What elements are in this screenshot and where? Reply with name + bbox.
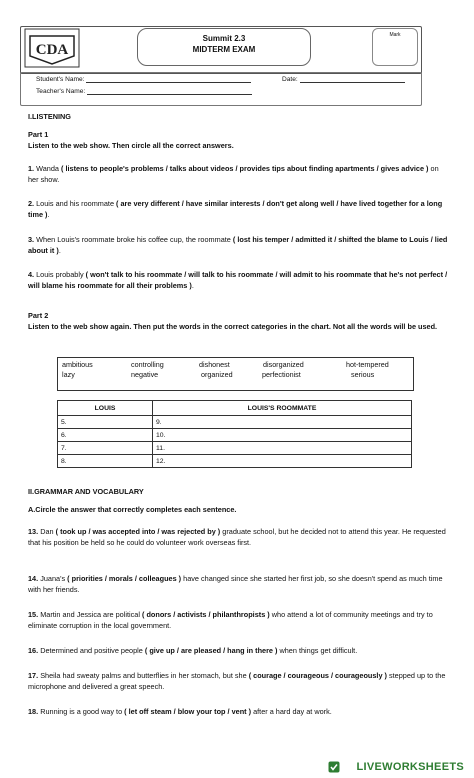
- word-bank-item: dishonest: [199, 360, 230, 369]
- word-bank-item: organized: [201, 370, 233, 379]
- word-bank-item: perfectionist: [262, 370, 301, 379]
- q1-options[interactable]: ( listens to people's problems / talks about videos / provides tips about finding apartments / gives advice ): [61, 164, 429, 173]
- question-15: [28, 610, 448, 631]
- q1-end: on her show.: [28, 164, 439, 184]
- q16-options[interactable]: ( give up / are pleased / hang in there ): [144, 646, 278, 655]
- school-logo: [24, 28, 80, 68]
- word-bank-item: lazy: [62, 370, 75, 379]
- question-2: [28, 199, 448, 220]
- word-bank-item: hot-tempered: [346, 360, 389, 369]
- q16-number: 16.: [28, 646, 39, 655]
- question-3: [28, 235, 448, 256]
- q17-end: stepped up to the microphone and delivered a great speech.: [28, 671, 446, 691]
- liveworksheets-brand[interactable]: LIVEWORKSHEETS: [356, 761, 464, 773]
- q15-options[interactable]: ( donors / activists / philanthropists ): [142, 610, 270, 619]
- question-13: [28, 527, 448, 548]
- q4-stem: Louis probably: [36, 270, 84, 279]
- q4-end: .: [191, 280, 194, 290]
- exam-title-box: [137, 28, 311, 66]
- chart-header-louis: LOUIS: [58, 401, 153, 416]
- listening-heading: I.LISTENING: [28, 112, 71, 121]
- question-1: [28, 164, 448, 185]
- question-4: [28, 270, 448, 291]
- q3-options[interactable]: ( lost his temper / admitted it / shifted the blame to Louis / lied about it ): [28, 235, 448, 255]
- chart-header-roommate: LOUIS'S ROOMMATE: [153, 401, 412, 416]
- q16-stem: Determined and positive people: [40, 646, 143, 655]
- q18-options[interactable]: ( let off steam / blow your top / vent ): [124, 707, 252, 716]
- footer: [0, 757, 474, 778]
- q4-number: 4.: [28, 270, 35, 279]
- answer-cell[interactable]: 12.: [153, 455, 412, 468]
- question-17: [28, 671, 448, 692]
- q14-end: have changed since she started her first job, so she doesn't spend as much time with her friends.: [28, 574, 443, 594]
- answer-cell[interactable]: 10.: [153, 429, 412, 442]
- category-chart: [57, 400, 412, 468]
- q17-stem: Sheila had sweaty palms and butterflies in her stomach, but she: [40, 671, 247, 680]
- answer-cell[interactable]: 9.: [153, 416, 412, 429]
- exam-title-line2: MIDTERM EXAM: [192, 45, 256, 54]
- part2-heading: Part 2: [28, 311, 49, 320]
- answer-cell[interactable]: 11.: [153, 442, 412, 455]
- mark-label: Mark: [389, 32, 401, 38]
- exam-title-line1: Summit 2.3: [202, 34, 246, 43]
- q3-end: .: [58, 245, 61, 255]
- teacher-name-field[interactable]: [87, 87, 252, 95]
- question-18: [28, 707, 448, 718]
- word-bank-item: negative: [131, 370, 159, 379]
- q14-number: 14.: [28, 574, 39, 583]
- question-14: [28, 574, 448, 595]
- q16-end: when things get difficult.: [279, 646, 358, 655]
- q2-number: 2.: [28, 199, 35, 208]
- svg-text:CDA: CDA: [35, 42, 69, 58]
- answer-cell[interactable]: 8.: [58, 455, 153, 468]
- answer-cell[interactable]: 6.: [58, 429, 153, 442]
- part1-instructions: Listen to the web show. Then circle all the correct answers.: [28, 141, 234, 150]
- q17-options[interactable]: ( courage / courageous / courageously ): [248, 671, 387, 680]
- answer-cell[interactable]: 5.: [58, 416, 153, 429]
- answer-cell[interactable]: 7.: [58, 442, 153, 455]
- q14-stem: Juana's: [40, 574, 66, 583]
- part2-instructions: Listen to the web show again. Then put the words in the correct categories in the chart. Not all the words will be used.: [28, 322, 438, 331]
- q2-stem: Louis and his roommate: [36, 199, 115, 208]
- q3-stem: When Louis's roommate broke his coffee cup, the roommate: [36, 235, 231, 244]
- q18-stem: Running is a good way to: [40, 707, 123, 716]
- q13-number: 13.: [28, 527, 39, 536]
- word-bank-item: disorganized: [263, 360, 304, 369]
- q14-options[interactable]: ( priorities / morals / colleagues ): [67, 574, 182, 583]
- date-row: [282, 75, 405, 83]
- q15-stem: Martin and Jessica are political: [40, 610, 140, 619]
- grammar-instructions: A.Circle the answer that correctly completes each sentence.: [28, 505, 237, 514]
- q2-end: .: [47, 209, 50, 219]
- q13-end: graduate school, but he decided not to attend this year. He requested that his position be held so he could do volunteer work overseas first.: [28, 527, 446, 547]
- word-bank-item: controlling: [131, 360, 164, 369]
- question-16: [28, 646, 448, 657]
- q2-options[interactable]: ( are very different / have similar interests / don't get along well / have lived together for a long time ): [28, 199, 443, 219]
- q18-end: after a hard day at work.: [253, 707, 332, 716]
- student-name-row: [36, 75, 251, 83]
- q4-options[interactable]: ( won't talk to his roommate / will talk to his roommate / will admit to his roommate that he's not perfect / will blame his roommate for all their problems ): [28, 270, 448, 290]
- q3-number: 3.: [28, 235, 35, 244]
- grammar-heading: II.GRAMMAR AND VOCABULARY: [28, 487, 144, 496]
- word-bank-item: serious: [351, 370, 375, 379]
- liveworksheets-logo-icon: [328, 761, 340, 773]
- table-row: [58, 429, 412, 442]
- teacher-name-row: [36, 87, 252, 95]
- q13-options[interactable]: ( took up / was accepted into / was rejected by ): [55, 527, 221, 536]
- student-name-field[interactable]: [86, 75, 251, 83]
- date-label: Date:: [282, 76, 298, 83]
- q1-number: 1.: [28, 164, 35, 173]
- q15-end: who attend a lot of community meetings and try to eliminate corruption in the local government.: [28, 610, 433, 630]
- q18-number: 18.: [28, 707, 39, 716]
- chart-header-row: [58, 401, 412, 416]
- q1-stem: Wanda: [36, 164, 59, 173]
- date-field[interactable]: [300, 75, 405, 83]
- student-name-label: Student's Name:: [36, 76, 85, 83]
- table-row: [58, 442, 412, 455]
- mark-box[interactable]: [372, 28, 418, 66]
- word-bank-item: ambitious: [62, 360, 93, 369]
- q17-number: 17.: [28, 671, 39, 680]
- q13-stem: Dan: [40, 527, 54, 536]
- table-row: [58, 455, 412, 468]
- part1-heading: Part 1: [28, 130, 49, 139]
- teacher-name-label: Teacher's Name:: [36, 88, 86, 95]
- table-row: [58, 416, 412, 429]
- q15-number: 15.: [28, 610, 39, 619]
